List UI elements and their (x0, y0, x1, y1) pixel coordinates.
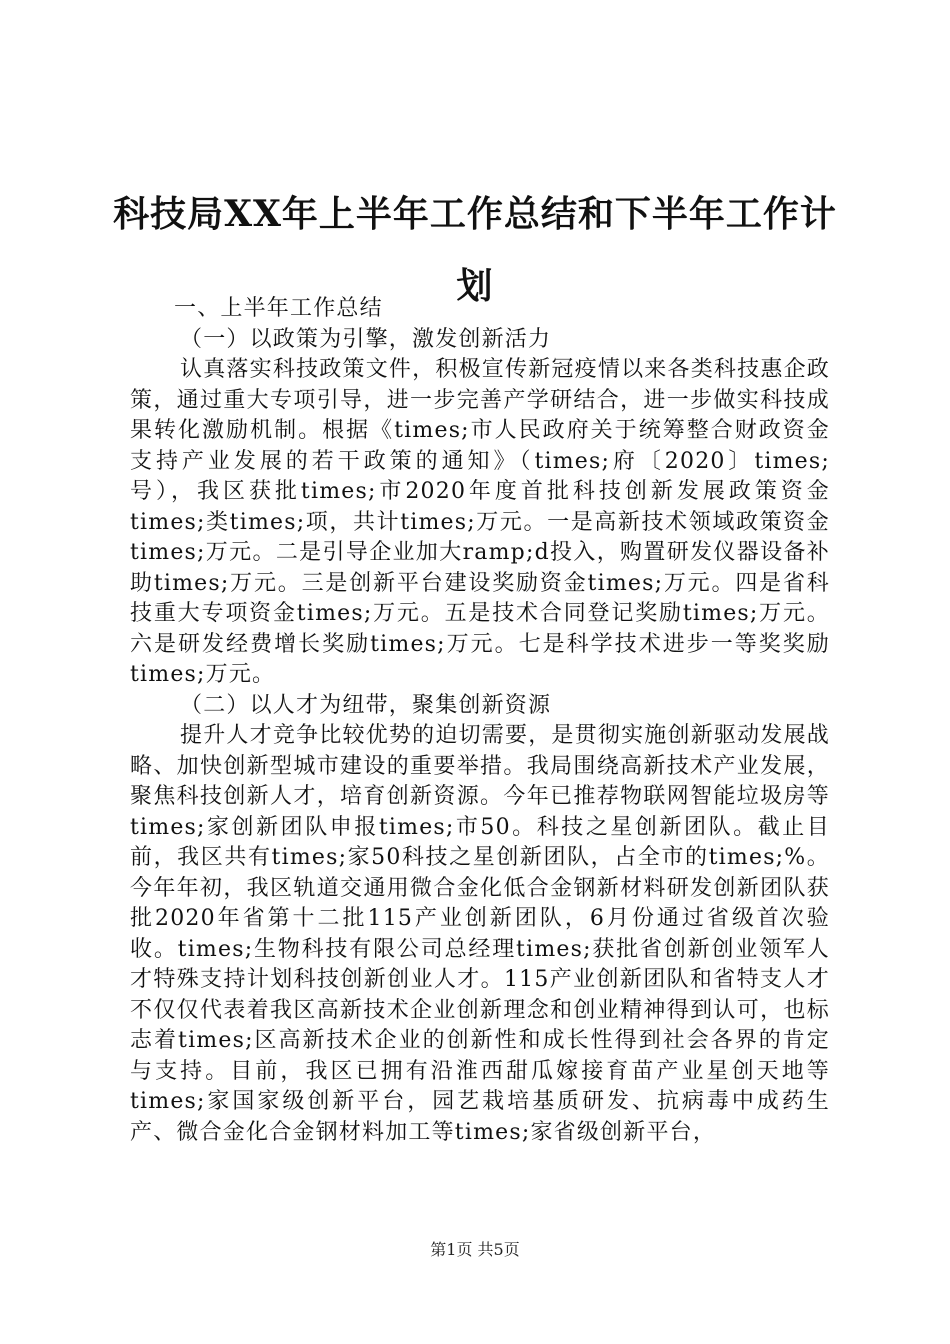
paragraph-2: 提升人才竞争比较优势的迫切需要，是贯彻实施创新驱动发展战略、加快创新型城市建设的重要举措。我局围绕高新技术产业发展，聚焦科技创新人才，培育创新资源。今年已推荐物联网智能垃圾房等times;家创新团队申报times;市50。科技之星创新团队。截止目前，我区共有times;家50科技之星创新团队，占全市的times;%。今年年初，我区轨道交通用微合金化低合金钢新材料研发创新团队获批2020年省第十二批115产业创新团队，6月份通过省级首次验收。times;生物科技有限公司总经理times;获批省创新创业领军人才特殊支持计划科技创新创业人才。115产业创新团队和省特支人才不仅仅代表着我区高新技术企业创新理念和创业精神得到认可，也标志着times;区高新技术企业的创新性和成长性得到社会各界的肯定与支持。目前，我区已拥有沿淮西甜瓜嫁接育苗产业星创天地等times;家国家级创新平台，园艺栽培基质研发、抗病毒中成药生产、微合金化合金钢材料加工等times;家省级创新平台， (130, 723, 830, 1145)
paragraph-1: 认真落实科技政策文件，积极宣传新冠疫情以来各类科技惠企政策，通过重大专项引导，进一步完善产学研结合，进一步做实科技成果转化激励机制。根据《times;市人民政府关于统筹整合财政资金支持产业发展的若干政策的通知》（times;府〔2020〕times;号），我区获批times;市2020年度首批科技创新发展政策资金times;类times;项，共计times;万元。一是高新技术领域政策资金times;万元。二是引导企业加大ramp;d投入，购置研发仪器设备补助times;万元。三是创新平台建设奖励资金times;万元。四是省科技重大专项资金times;万元。五是技术合同登记奖励times;万元。六是研发经费增长奖励times;万元。七是科学技术进步一等奖奖励times;万元。 (130, 357, 830, 687)
document-body (130, 294, 830, 1148)
section-heading: 一、上半年工作总结 (174, 296, 383, 321)
subsection-heading-1: （一）以政策为引擎，激发创新活力 (180, 326, 552, 352)
subsection-heading-2: （二）以人才为纽带，聚集创新资源 (180, 692, 552, 718)
page-footer: 第1页 共5页 (430, 1240, 520, 1259)
document-title: 科技局XX年上半年工作总结和下半年工作计划 (113, 193, 837, 307)
